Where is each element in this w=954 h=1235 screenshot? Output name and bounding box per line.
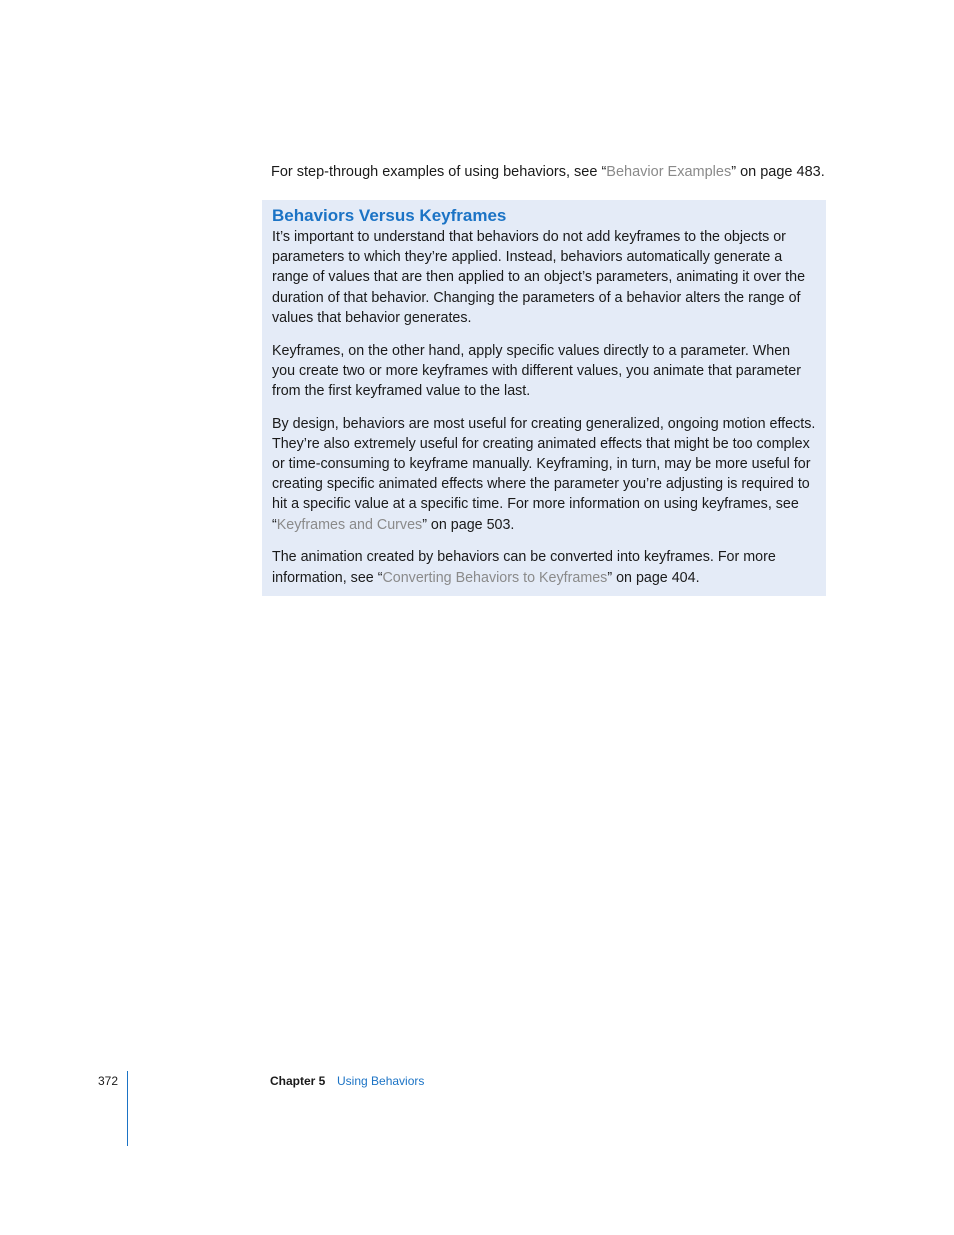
converting-behaviors-link[interactable]: Converting Behaviors to Keyframes [382, 569, 608, 586]
sidebar-paragraph-4 [272, 547, 816, 587]
sidebar-paragraph-3 [272, 414, 816, 535]
sidebar-paragraph-2: Keyframes, on the other hand, apply specific values directly to a parameter. When you create two or more keyframes with different values, you animate that parameter from the first keyframed value to the last. [272, 342, 801, 399]
sidebar-paragraph-1: It’s important to understand that behaviors do not add keyframes to the objects or parameters to which they’re applied. Instead, behaviors automatically generate a range of values that are then applied to an object’s parameters, animating it over the duration of that behavior. Changing the parameters of a behavior alters the range of values that behavior generates. [272, 229, 806, 326]
sidebar-title: Behaviors Versus Keyframes [272, 206, 507, 225]
footer-chapter-title: Using Behaviors [337, 1074, 425, 1088]
page-number: 372 [98, 1074, 119, 1088]
paragraph-3-text-after: ” on page 503. [422, 516, 515, 533]
sidebar-box [262, 200, 826, 596]
paragraph-4-text-before: The animation created by behaviors can be converted into keyframes. For more information, see “ [272, 549, 776, 586]
intro-text-after: ” on page 483. [731, 164, 825, 180]
intro-paragraph [271, 162, 831, 182]
behavior-examples-link[interactable]: Behavior Examples [606, 164, 732, 180]
paragraph-4-text-after: ” on page 404. [607, 569, 700, 586]
intro-text-before: For step-through examples of using behaviors, see “ [271, 164, 607, 180]
footer-chapter-label: Chapter 5 [270, 1074, 326, 1088]
keyframes-and-curves-link[interactable]: Keyframes and Curves [276, 516, 423, 533]
footer-divider [127, 1071, 128, 1146]
paragraph-3-text-before: By design, behaviors are most useful for creating generalized, ongoing motion effects. They’re also extremely useful for creating animated effects that might be too complex or time-consuming to keyframe manually. Keyframing, in turn, may be more useful for creating specific animated effects where the parameter you’re adjusting is required to hit a specific value at a specific time. For more information on using keyframes, see “ [272, 415, 816, 533]
